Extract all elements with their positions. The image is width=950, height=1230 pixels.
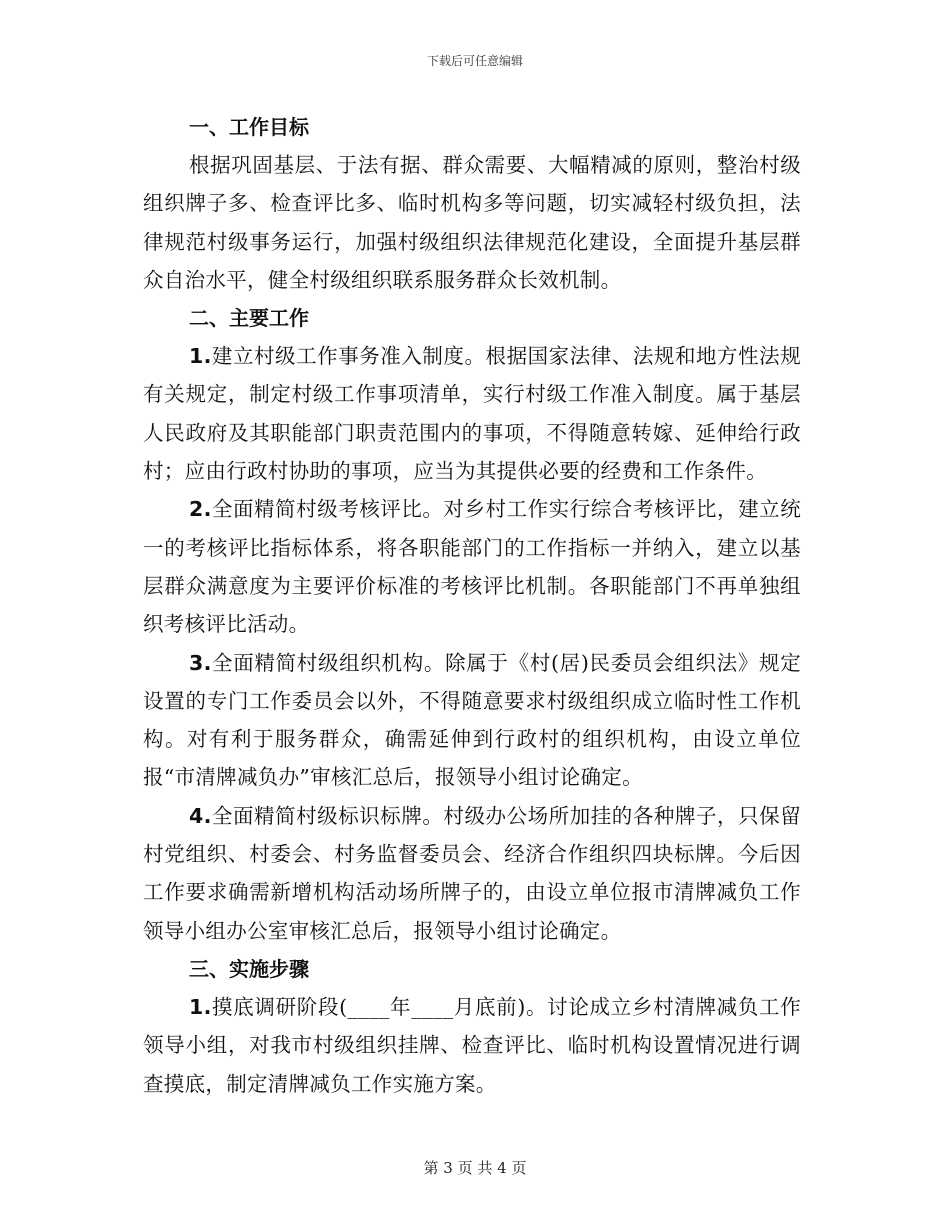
goal-paragraph: 根据巩固基层、于法有据、群众需要、大幅精减的原则，整治村级组织牌子多、检查评比多、临时机构多等问题，切实减轻村级负担，法律规范村级事务运行，加强村级组织法律规范化建设，全面提升基层群众自治水平，健全村级组织联系服务群众长效机制。 <box>143 153 801 292</box>
item-text: 全面精简村级标识标牌。村级办公场所加挂的各种牌子，只保留村党组织、村委会、村务监督委员会、经济合作组织四块标牌。今后因工作要求确需新增机构活动场所牌子的，由设立单位报市清牌减负工作领导小组办公室审核汇总后，报领导小组讨论确定。 <box>143 803 801 943</box>
item-text: 建立村级工作事务准入制度。根据国家法律、法规和地方性法规有关规定，制定村级工作事项清单，实行村级工作准入制度。属于基层人民政府及其职能部门职责范围内的事项，不得随意转嫁、延伸给行政村；应由行政村协助的事项，应当为其提供必要的经费和工作条件。 <box>143 344 801 484</box>
main-work-item-3 <box>143 644 801 797</box>
item-number: 2. <box>189 497 212 522</box>
page-footer: 第 3 页 共 4 页 <box>423 1159 527 1177</box>
item-text: 全面精简村级组织机构。除属于《村(居)民委员会组织法》规定设置的专门工作委员会以外，不得随意要求村级组织成立临时性工作机构。对有利于服务群众，确需延伸到行政村的组织机构，由设立单位报“市清牌减负办”审核汇总后，报领导小组讨论确定。 <box>143 650 801 790</box>
section-heading-main-work: 二、主要工作 <box>189 306 309 331</box>
page-header: 下载后可任意编辑 <box>426 54 523 68</box>
item-number: 3. <box>189 650 212 675</box>
section-heading-steps: 三、实施步骤 <box>189 956 309 981</box>
item-number: 1. <box>189 994 212 1019</box>
main-work-item-1 <box>143 337 801 490</box>
item-number: 1. <box>189 344 212 369</box>
item-number: 4. <box>189 803 212 828</box>
main-work-item-2 <box>143 490 801 643</box>
item-text: 摸底调研阶段(____年____月底前)。讨论成立乡村清牌减负工作领导小组，对我市村级组织挂牌、检查评比、临时机构设置情况进行调查摸底，制定清牌减负工作实施方案。 <box>143 994 801 1096</box>
document-body <box>143 108 801 1103</box>
main-work-item-4 <box>143 797 801 950</box>
section-heading-goal: 一、工作目标 <box>189 115 309 139</box>
steps-item-1 <box>143 988 801 1103</box>
item-text: 全面精简村级考核评比。对乡村工作实行综合考核评比，建立统一的考核评比指标体系，将各职能部门的工作指标一并纳入，建立以基层群众满意度为主要评价标准的考核评比机制。各职能部门不再单独组织考核评比活动。 <box>143 497 801 637</box>
